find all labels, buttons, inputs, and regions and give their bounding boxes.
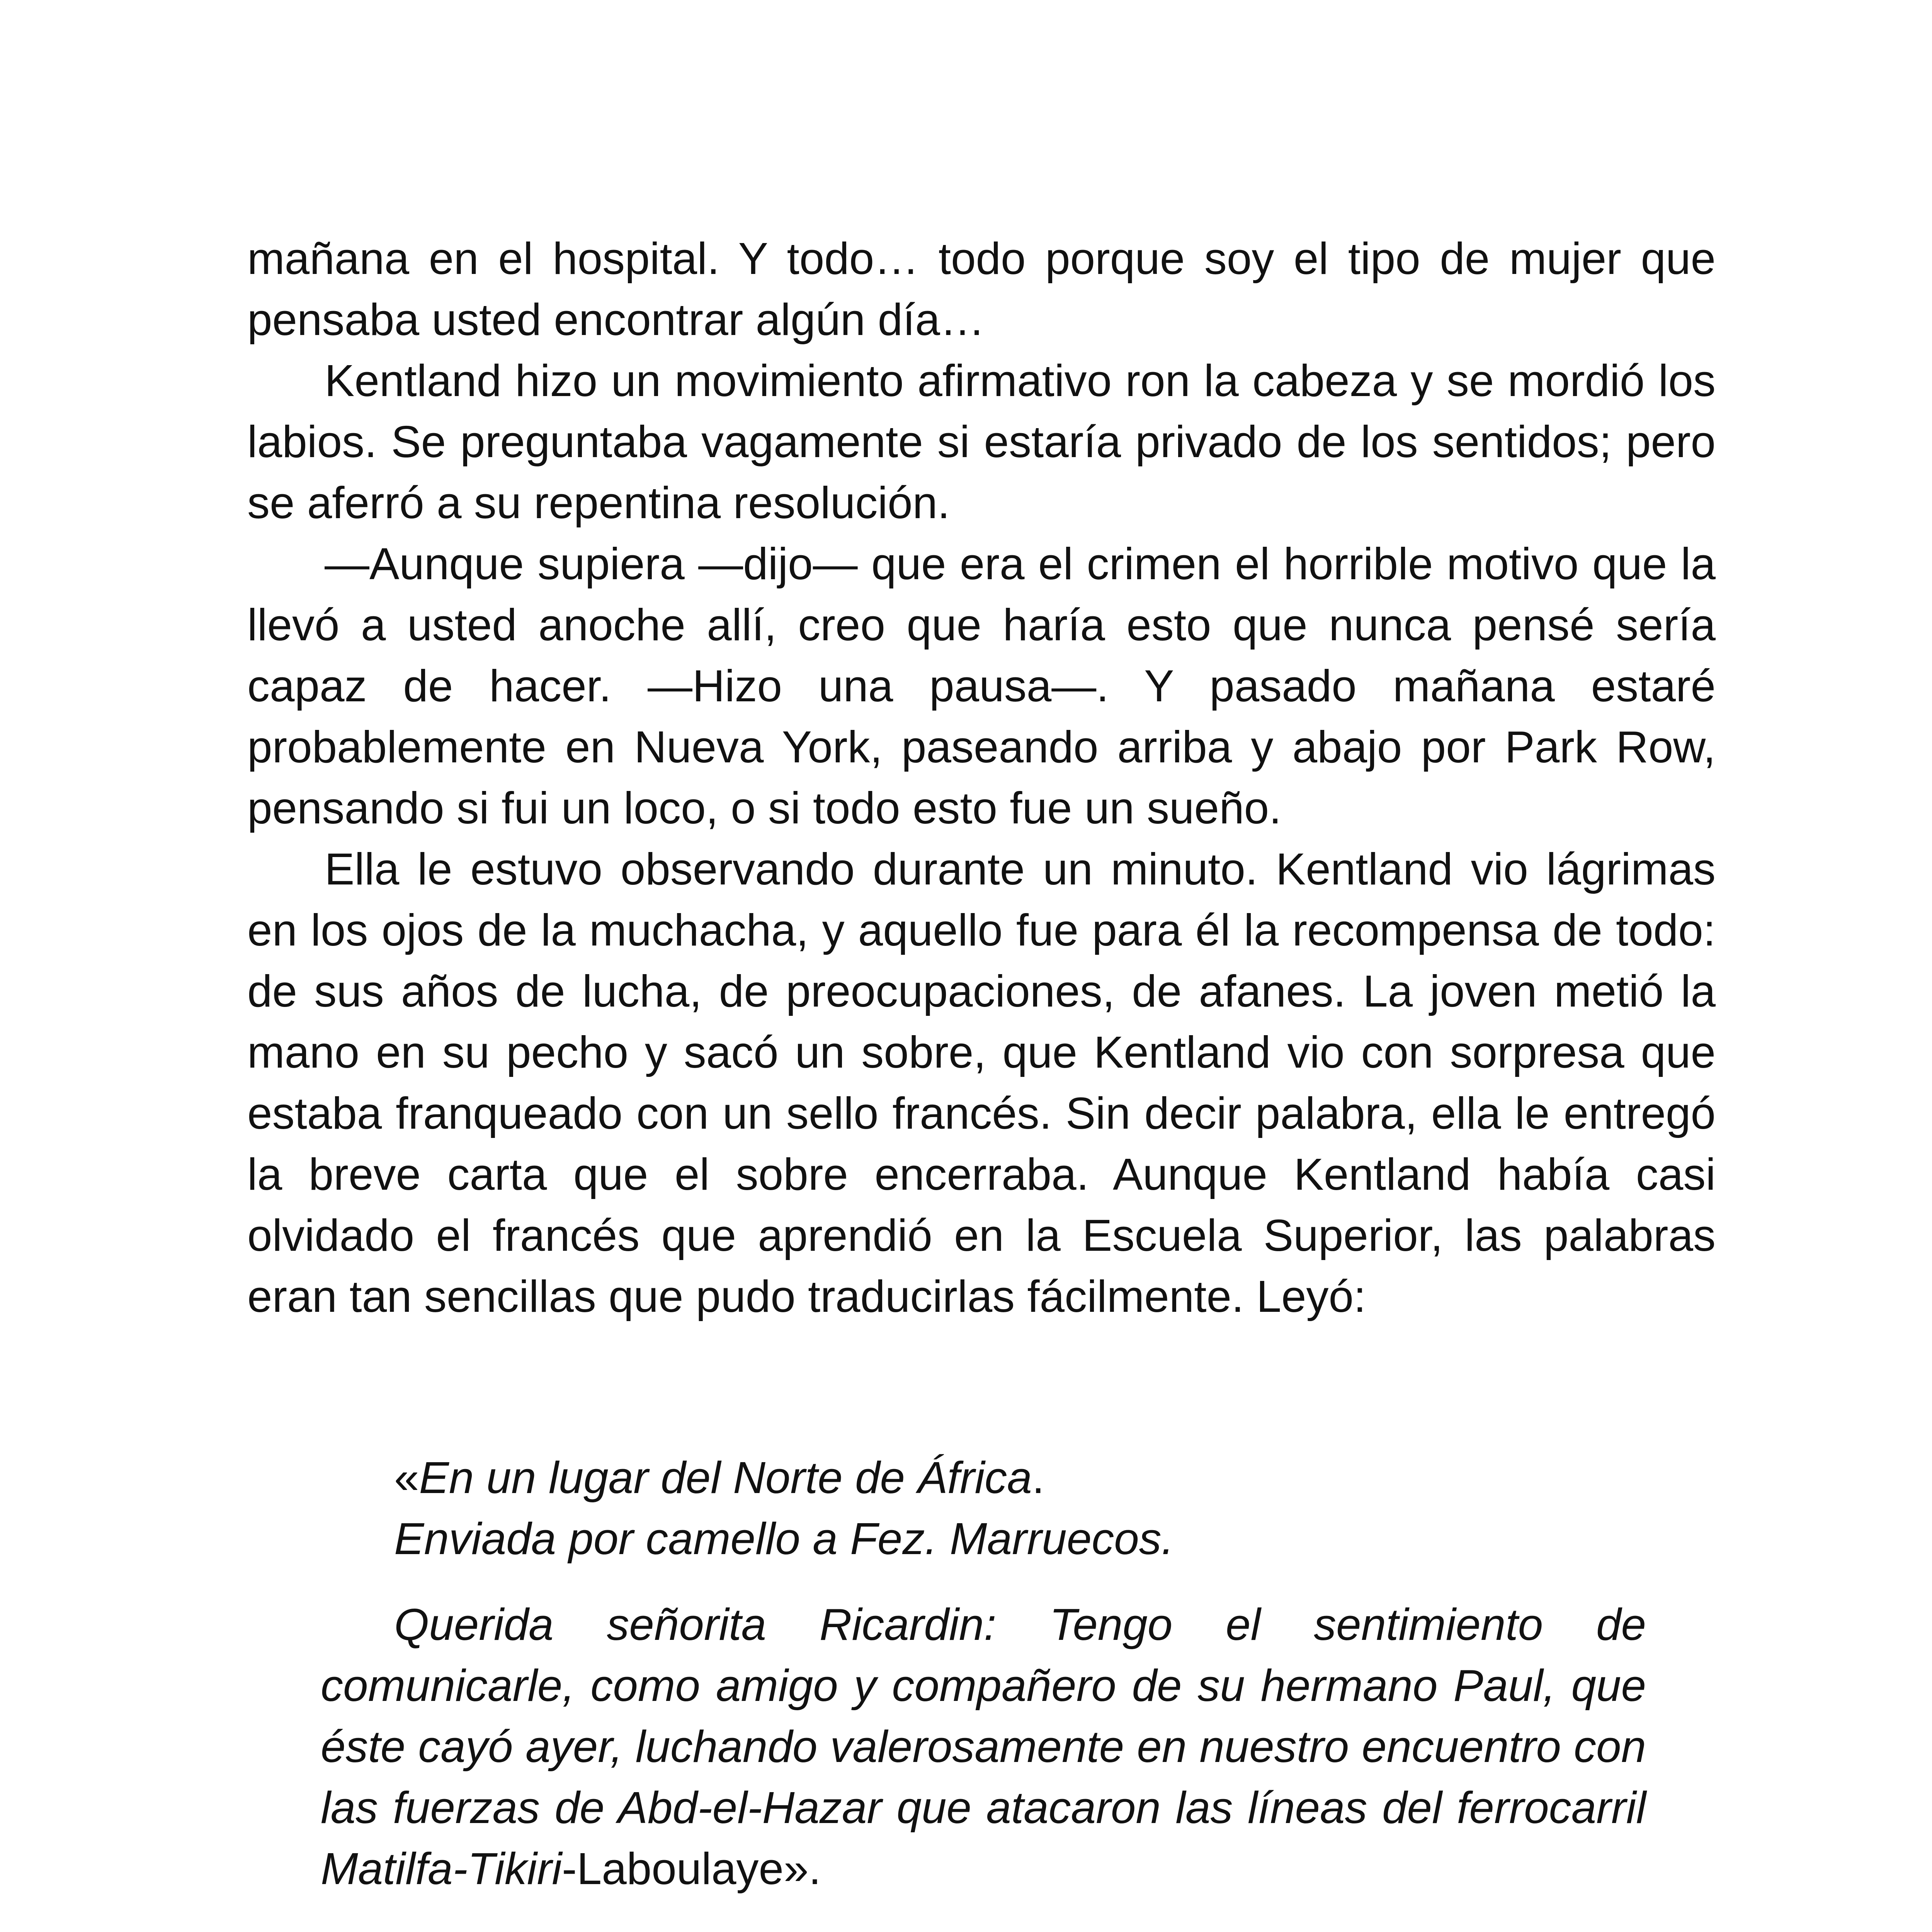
letter-heading-line-2: Enviada por camello a Fez. Marruecos. (394, 1514, 1174, 1564)
letter-location-period: . (1032, 1452, 1044, 1503)
paragraph-2: Kentland hizo un movimiento afirmativo ron la cabeza y se mordió los labios. Se preguntaba vagamente si estaría privado de los sentidos; pero se aferró a su repentina resolución. (247, 355, 1716, 528)
main-text (247, 228, 1716, 1327)
open-quote: « (394, 1452, 419, 1503)
paragraph-4: Ella le estuvo observando durante un minuto. Kentland vio lágrimas en los ojos de la muchacha, y aquello fue para él la recompensa de todo: de sus años de lucha, de preocupaciones, de afanes. La joven metió la mano en su pecho y sacó un sobre, que Kentland vio con sorpresa que estaba franqueado con un sello francés. Sin decir palabra, ella le entregó la breve carta que el sobre encerraba. Aunque Kentland había casi olvidado el francés que aprendió en la Escuela Superior, las palabras eran tan sencillas que pudo traducirlas fácilmente. Leyó: (247, 844, 1716, 1321)
paragraph-1: mañana en el hospital. Y todo… todo porque soy el tipo de mujer que pensaba usted encontrar algún día… (247, 233, 1716, 345)
letter-body-italic: Querida señorita Ricardin: Tengo el sentimiento de comunicarle, como amigo y compañero de su hermano Paul, que éste cayó ayer, luchando valerosamente en nuestro encuentro con las fuerzas de Abd-el-Hazar que atacaron las líneas del ferrocarril Matilfa-Tikiri (321, 1599, 1646, 1894)
letter-heading (394, 1447, 1650, 1569)
letter-body-ending: -Laboulaye». (562, 1844, 821, 1894)
letter-location: En un lugar del Norte de África (419, 1452, 1032, 1503)
letter-heading-line-1 (394, 1447, 1650, 1508)
letter-body (321, 1594, 1646, 1899)
paragraph-3: —Aunque supiera —dijo— que era el crimen el horrible motivo que la llevó a usted anoche allí, creo que haría esto que nunca pensé sería capaz de hacer. —Hizo una pausa—. Y pasado mañana estaré probablemente en Nueva York, paseando arriba y abajo por Park Row, pensando si fui un loco, o si todo esto fue un sueño. (247, 539, 1716, 833)
